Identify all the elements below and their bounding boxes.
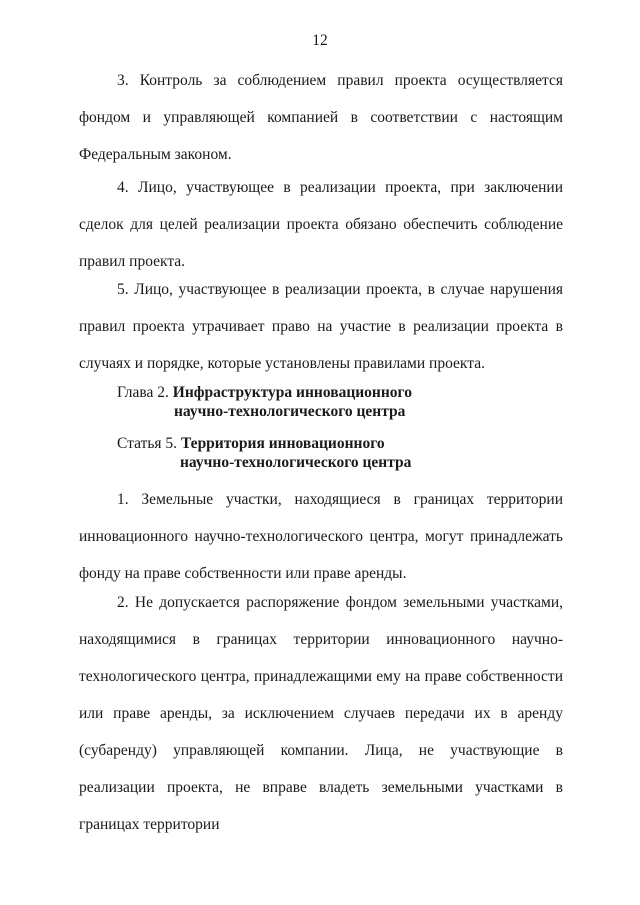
paragraph-4: 4. Лицо, участвующее в реализации проекта, при заключении сделок для целей реализации проекта обязано обеспечить соблюдение правил проекта. bbox=[79, 179, 563, 270]
chapter-title-line2: научно-технологического центра bbox=[174, 403, 406, 420]
chapter-title-line1: Инфраструктура инновационного bbox=[172, 384, 412, 401]
paragraph-3: 3. Контроль за соблюдением правил проекта осуществляется фондом и управляющей компанией в соответствии с настоящим Федеральным законом. bbox=[79, 72, 563, 163]
article-heading bbox=[117, 434, 411, 472]
article-title-line2: научно-технологического центра bbox=[180, 454, 412, 471]
article-paragraph-2: 2. Не допускается распоряжение фондом земельными участками, находящимися в границах территории инновационного научно-технологического центра, принадлежащими ему на праве собственности или праве аренды, за исключением случаев передачи их в аренду (субаренду) управляющей компании. Лица, не участвующие в реализации проекта, не вправе владеть земельными участками в границах территории bbox=[79, 594, 563, 833]
article-label: Статья 5. bbox=[117, 435, 178, 452]
chapter-label: Глава 2. bbox=[117, 384, 169, 401]
article-title-line1: Территория инновационного bbox=[180, 435, 385, 452]
page-number: 12 bbox=[312, 32, 328, 49]
article-paragraph-1: 1. Земельные участки, находящиеся в границах территории инновационного научно-технологического центра, могут принадлежать фонду на праве собственности или праве аренды. bbox=[79, 491, 563, 582]
chapter-heading bbox=[117, 383, 412, 421]
paragraph-5: 5. Лицо, участвующее в реализации проекта, в случае нарушения правил проекта утрачивает право на участие в реализации проекта в случаях и порядке, которые установлены правилами проекта. bbox=[79, 281, 563, 372]
